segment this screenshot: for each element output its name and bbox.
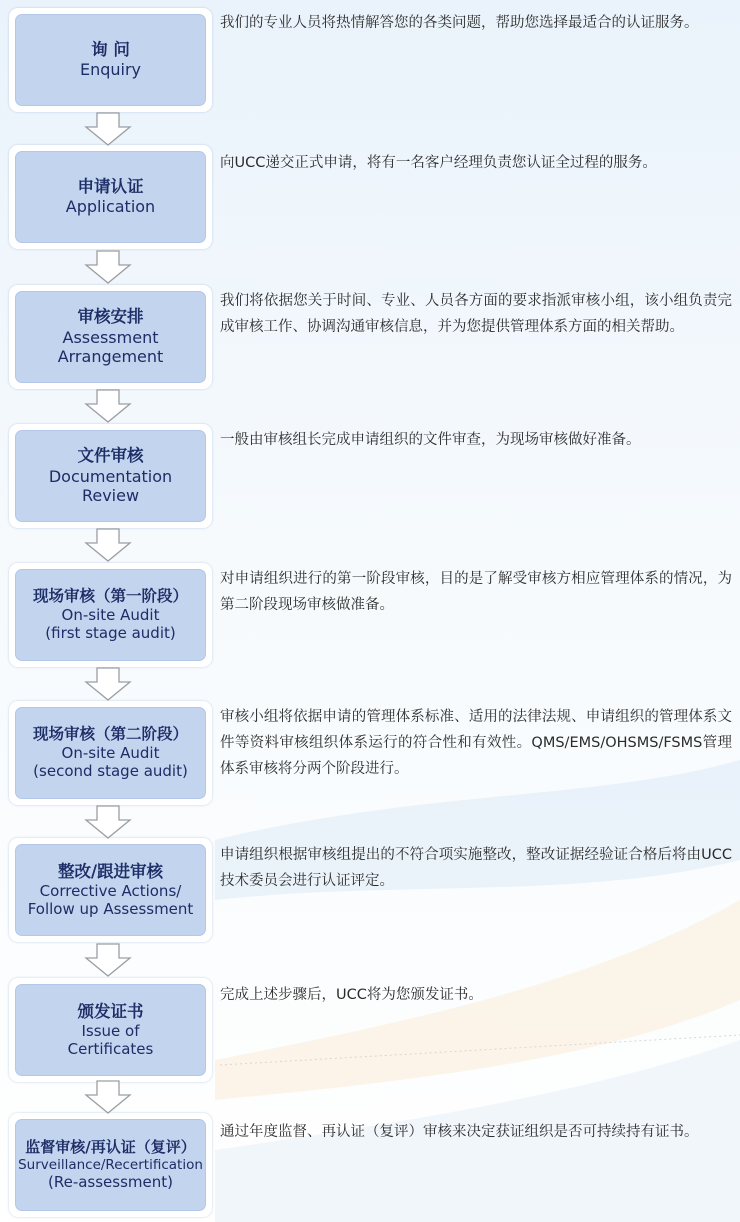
step-title-cn: 询 问	[91, 40, 130, 60]
step-title-en: Corrective Actions/	[39, 881, 182, 900]
step-label-onsite-audit-stage-2	[15, 707, 206, 799]
down-arrow-icon	[84, 112, 132, 146]
step-description-issue-of-certificates: 完成上述步骤后，UCC将为您颁发证书。	[220, 987, 483, 1003]
step-box-onsite-audit-stage-2	[9, 701, 212, 805]
step-title-cn: 申请认证	[77, 177, 144, 197]
step-label-issue-of-certificates	[15, 984, 206, 1076]
down-arrow-icon	[84, 805, 132, 839]
step-title-en: Application	[65, 197, 156, 217]
down-arrow-icon	[84, 1080, 132, 1114]
step-description-surveillance: 通过年度监督、再认证（复评）审核来决定获证组织是否可持续持有证书。	[220, 1124, 699, 1140]
step-label-onsite-audit-stage-1	[15, 569, 206, 661]
step-description-onsite-audit-stage-2: 审核小组将依据申请的管理体系标准、适用的法律法规、申请组织的管理体系文件等资料审核组织体系运行的符合性和有效性。QMS/EMS/OHSMS/FSMS管理体系审核将分两个阶段进行。	[220, 709, 732, 777]
step-title-cn: 颁发证书	[77, 1001, 144, 1021]
step-title-cn: 监督审核/再认证（复评）	[25, 1138, 196, 1157]
step-description-enquiry: 我们的专业人员将热情解答您的各类问题，帮助您选择最适合的认证服务。	[220, 15, 699, 31]
step-title-en: On-site Audit	[61, 744, 160, 763]
step-label-corrective-actions	[15, 844, 206, 936]
step-label-application	[15, 151, 206, 243]
step-title-cn: 审核安排	[77, 307, 144, 327]
step-title-en: Documentation	[48, 466, 173, 486]
down-arrow-icon	[84, 389, 132, 423]
step-title-en: (Re-assessment)	[47, 1173, 173, 1192]
step-title-en: Arrangement	[57, 347, 164, 367]
step-title-en: Enquiry	[79, 60, 142, 80]
step-box-issue-of-certificates	[9, 978, 212, 1082]
step-box-corrective-actions	[9, 838, 212, 942]
step-description-corrective-actions: 申请组织根据审核组提出的不符合项实施整改，整改证据经验证合格后将由UCC技术委员会进行认证评定。	[220, 847, 732, 889]
step-box-surveillance	[9, 1113, 212, 1217]
step-box-onsite-audit-stage-1	[9, 563, 212, 667]
step-title-en: Follow up Assessment	[27, 900, 194, 919]
step-box-documentation-review	[9, 424, 212, 528]
step-title-en: Certificates	[67, 1040, 154, 1059]
step-label-assessment-arrangement	[15, 291, 206, 383]
step-title-en: Review	[81, 486, 140, 506]
down-arrow-icon	[84, 667, 132, 701]
step-title-en: Surveillance/Recertification	[18, 1156, 203, 1173]
step-description-onsite-audit-stage-1: 对申请组织进行的第一阶段审核，目的是了解受审核方相应管理体系的情况，为第二阶段现场审核做准备。	[220, 571, 732, 613]
step-title-en: Assessment	[62, 327, 159, 347]
step-box-enquiry	[9, 8, 212, 112]
step-description-documentation-review: 一般由审核组长完成申请组织的文件审查，为现场审核做好准备。	[220, 432, 641, 448]
step-label-enquiry	[15, 14, 206, 106]
step-title-en: Issue of	[81, 1021, 140, 1040]
step-title-cn: 现场审核（第二阶段）	[32, 725, 188, 744]
step-title-en: On-site Audit	[61, 606, 160, 625]
step-label-surveillance	[15, 1119, 206, 1211]
down-arrow-icon	[84, 528, 132, 562]
step-description-application: 向UCC递交正式申请，将有一名客户经理负责您认证全过程的服务。	[220, 155, 657, 171]
step-title-cn: 现场审核（第一阶段）	[32, 587, 188, 606]
down-arrow-icon	[84, 250, 132, 284]
step-title-cn: 整改/跟进审核	[57, 861, 164, 881]
step-box-application	[9, 145, 212, 249]
step-title-cn: 文件审核	[77, 446, 144, 466]
step-label-documentation-review	[15, 430, 206, 522]
step-title-en: (second stage audit)	[33, 762, 188, 781]
step-title-en: (first stage audit)	[45, 624, 176, 643]
down-arrow-icon	[84, 943, 132, 977]
step-box-assessment-arrangement	[9, 285, 212, 389]
step-description-assessment-arrangement: 我们将依据您关于时间、专业、人员各方面的要求指派审核小组，该小组负责完成审核工作、协调沟通审核信息，并为您提供管理体系方面的相关帮助。	[220, 293, 732, 335]
